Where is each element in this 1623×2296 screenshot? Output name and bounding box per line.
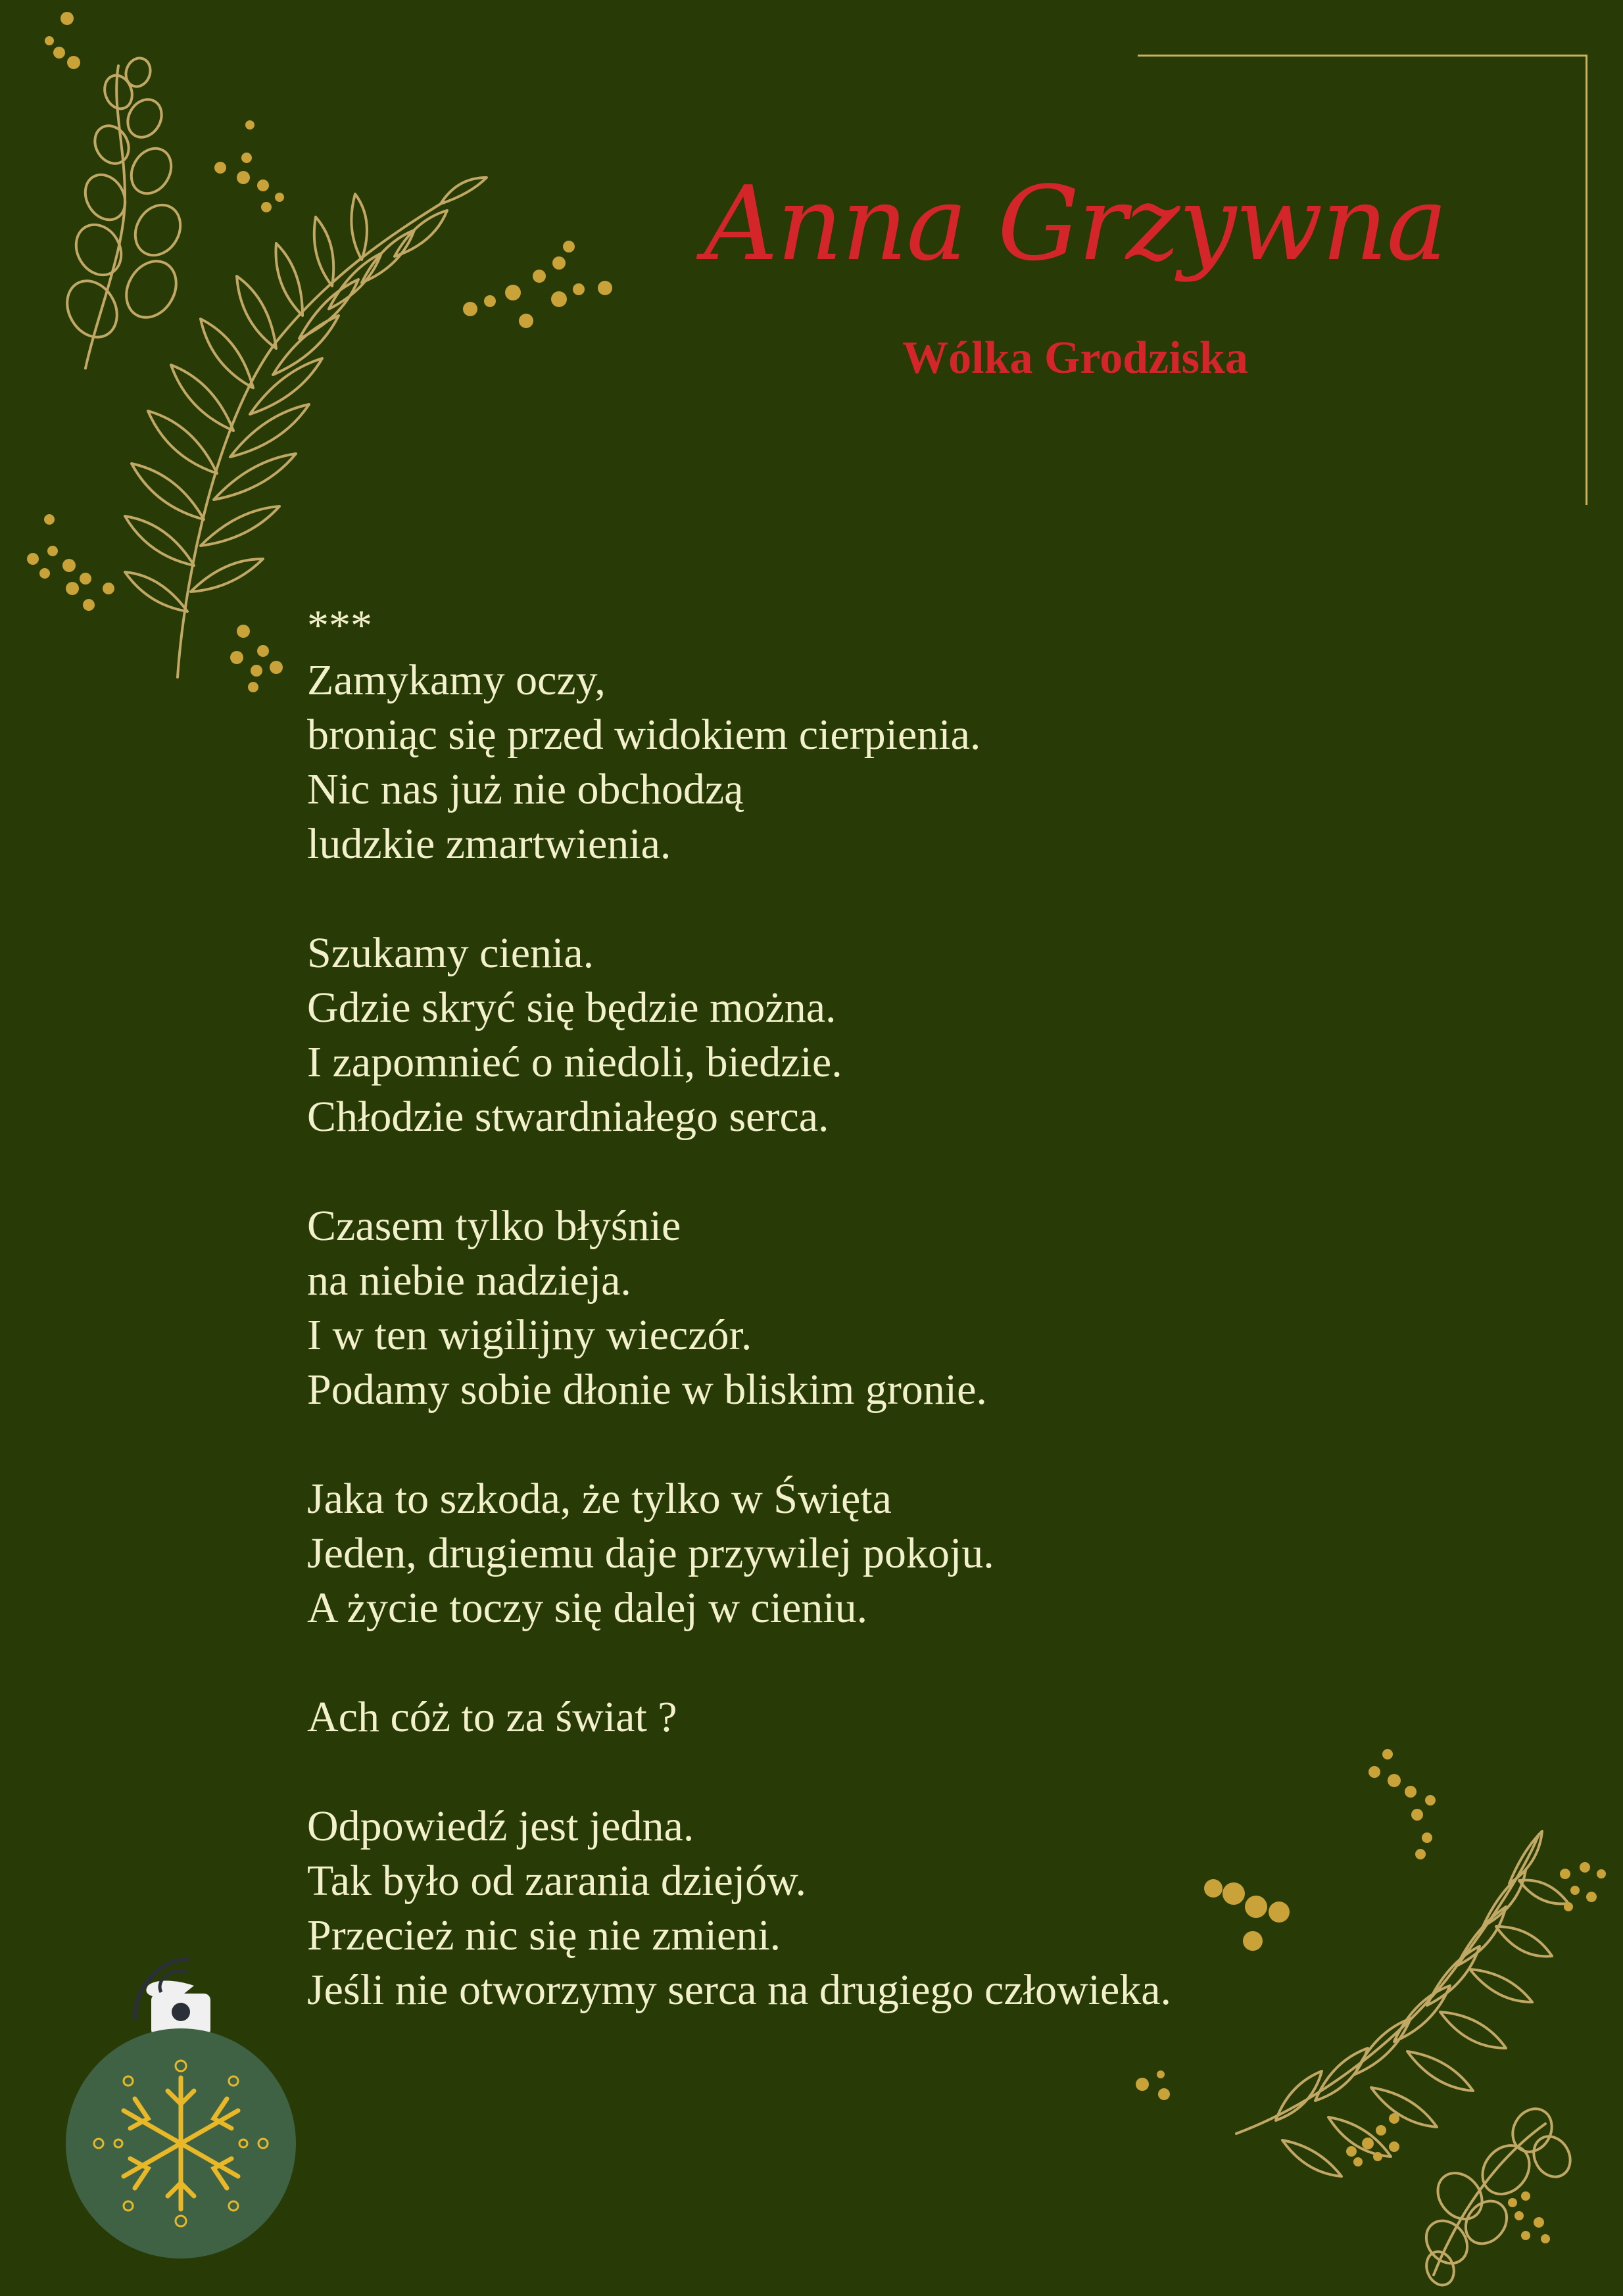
poem-line: Tak było od zarania dziejów. (307, 1857, 806, 1905)
stanza-gap (307, 1744, 1425, 1799)
stanza-gap (307, 1417, 1425, 1471)
poem-line: Odpowiedź jest jedna. (307, 1802, 694, 1850)
poem-line: Ach cóż to za świat ? (307, 1693, 677, 1741)
poem-line: A życie toczy się dalej w cieniu. (307, 1584, 868, 1632)
poem-line: ludzkie zmartwienia. (307, 820, 671, 868)
poem-line: broniąc się przed widokiem cierpienia. (307, 711, 981, 759)
poem-line: Chłodzie stwardniałego serca. (307, 1093, 829, 1141)
author-name: Anna Grzywna (704, 164, 1447, 283)
poem-line: Szukamy cienia. (307, 929, 594, 977)
poem-line: Zamykamy oczy, (307, 656, 606, 704)
stanza-gap (307, 1635, 1425, 1690)
stanza-gap (307, 871, 1425, 926)
poem-line: Podamy sobie dłonie w bliskim gronie. (307, 1366, 987, 1414)
poem-line: Gdzie skryć się będzie można. (307, 984, 836, 1032)
poem-line: I w ten wigilijny wieczór. (307, 1311, 752, 1359)
frame-line-top (1138, 55, 1587, 57)
frame-line-right (1586, 55, 1587, 505)
poem-body (307, 598, 1425, 2017)
poem-line: Jaka to szkoda, że tylko w Święta (307, 1475, 892, 1523)
poem-line: na niebie nadzieja. (307, 1256, 631, 1304)
stanza-gap (307, 1144, 1425, 1199)
poem-line: I zapomnieć o niedoli, biedzie. (307, 1038, 842, 1086)
christmas-ornament-icon (62, 1946, 306, 2262)
poem-line: Przecież nic się nie zmieni. (307, 1911, 781, 1959)
poem-heading: *** (307, 602, 372, 650)
author-location: Wólka Grodziska (902, 333, 1248, 383)
poem-line: Jeden, drugiemu daje przywilej pokoju. (307, 1529, 994, 1577)
poem-line: Czasem tylko błyśnie (307, 1202, 681, 1250)
poem-line: Nic nas już nie obchodzą (307, 765, 744, 813)
poem-line: Jeśli nie otworzymy serca na drugiego człowieka. (307, 1966, 1172, 2014)
